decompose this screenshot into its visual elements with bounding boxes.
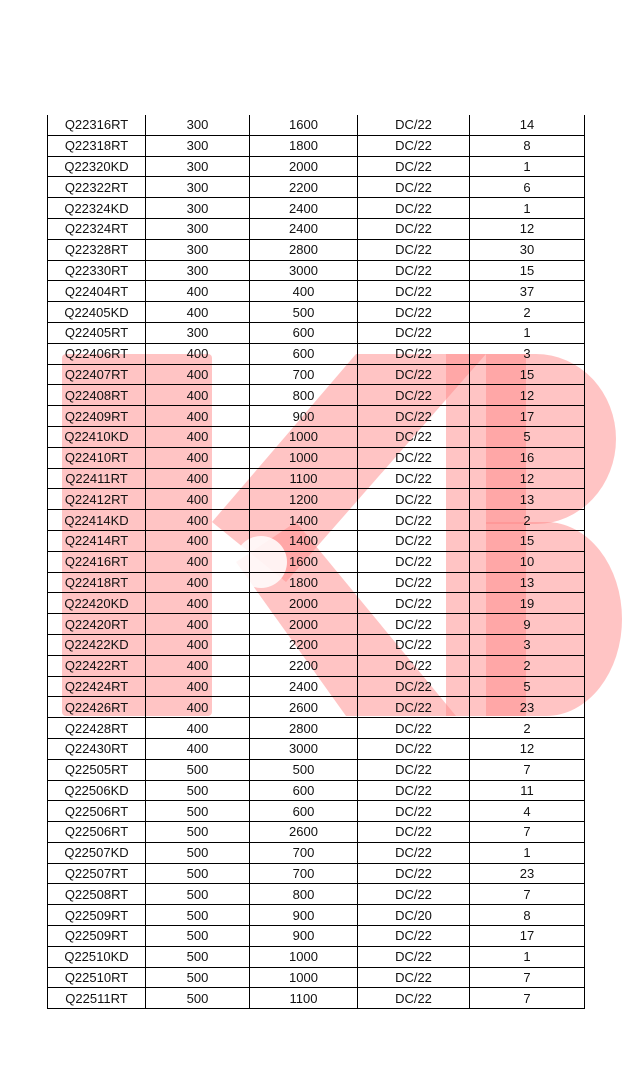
- value-cell: 800: [250, 385, 358, 406]
- quantity-cell: 10: [470, 551, 585, 572]
- part-number-cell: Q22505RT: [48, 759, 146, 780]
- date-code-cell: DC/22: [358, 634, 470, 655]
- quantity-cell: 12: [470, 468, 585, 489]
- voltage-cell: 400: [146, 738, 250, 759]
- value-cell: 500: [250, 759, 358, 780]
- value-cell: 1000: [250, 447, 358, 468]
- value-cell: 2400: [250, 218, 358, 239]
- quantity-cell: 7: [470, 822, 585, 843]
- voltage-cell: 400: [146, 634, 250, 655]
- value-cell: 2600: [250, 822, 358, 843]
- date-code-cell: DC/22: [358, 281, 470, 302]
- value-cell: 800: [250, 884, 358, 905]
- date-code-cell: DC/22: [358, 239, 470, 260]
- value-cell: 600: [250, 801, 358, 822]
- voltage-cell: 400: [146, 676, 250, 697]
- quantity-cell: 1: [470, 322, 585, 343]
- voltage-cell: 300: [146, 177, 250, 198]
- part-number-cell: Q22430RT: [48, 738, 146, 759]
- part-number-cell: Q22428RT: [48, 718, 146, 739]
- voltage-cell: 300: [146, 239, 250, 260]
- part-number-cell: Q22414KD: [48, 510, 146, 531]
- voltage-cell: 300: [146, 198, 250, 219]
- voltage-cell: 400: [146, 510, 250, 531]
- date-code-cell: DC/22: [358, 884, 470, 905]
- table-row: [48, 135, 585, 156]
- date-code-cell: DC/22: [358, 946, 470, 967]
- voltage-cell: 400: [146, 572, 250, 593]
- part-number-cell: Q22404RT: [48, 281, 146, 302]
- date-code-cell: DC/22: [358, 780, 470, 801]
- table-row: [48, 759, 585, 780]
- value-cell: 1100: [250, 988, 358, 1009]
- date-code-cell: DC/22: [358, 489, 470, 510]
- date-code-cell: DC/22: [358, 967, 470, 988]
- part-number-cell: Q22506RT: [48, 822, 146, 843]
- part-number-cell: Q22509RT: [48, 926, 146, 947]
- date-code-cell: DC/22: [358, 718, 470, 739]
- inventory-table: [47, 115, 585, 1009]
- table-row: [48, 842, 585, 863]
- table-row: [48, 177, 585, 198]
- voltage-cell: 400: [146, 426, 250, 447]
- value-cell: 600: [250, 780, 358, 801]
- part-number-cell: Q22422KD: [48, 634, 146, 655]
- quantity-cell: 2: [470, 302, 585, 323]
- table-row: [48, 364, 585, 385]
- part-number-cell: Q22507RT: [48, 863, 146, 884]
- voltage-cell: 300: [146, 115, 250, 135]
- quantity-cell: 37: [470, 281, 585, 302]
- quantity-cell: 16: [470, 447, 585, 468]
- quantity-cell: 1: [470, 198, 585, 219]
- quantity-cell: 8: [470, 905, 585, 926]
- voltage-cell: 500: [146, 822, 250, 843]
- table-row: [48, 634, 585, 655]
- voltage-cell: 300: [146, 322, 250, 343]
- voltage-cell: 500: [146, 905, 250, 926]
- part-number-cell: Q22409RT: [48, 406, 146, 427]
- value-cell: 1400: [250, 510, 358, 531]
- table-row: [48, 988, 585, 1009]
- voltage-cell: 500: [146, 884, 250, 905]
- part-number-cell: Q22405RT: [48, 322, 146, 343]
- table-row: [48, 343, 585, 364]
- table-row: [48, 322, 585, 343]
- table-row: [48, 218, 585, 239]
- date-code-cell: DC/22: [358, 801, 470, 822]
- quantity-cell: 15: [470, 364, 585, 385]
- value-cell: 2200: [250, 655, 358, 676]
- quantity-cell: 2: [470, 510, 585, 531]
- quantity-cell: 15: [470, 260, 585, 281]
- table-row: [48, 426, 585, 447]
- date-code-cell: DC/22: [358, 510, 470, 531]
- table-row: [48, 156, 585, 177]
- part-number-cell: Q22328RT: [48, 239, 146, 260]
- date-code-cell: DC/22: [358, 842, 470, 863]
- part-number-cell: Q22510KD: [48, 946, 146, 967]
- voltage-cell: 500: [146, 967, 250, 988]
- part-number-cell: Q22410RT: [48, 447, 146, 468]
- table-row: [48, 530, 585, 551]
- part-number-cell: Q22318RT: [48, 135, 146, 156]
- quantity-cell: 7: [470, 759, 585, 780]
- voltage-cell: 400: [146, 468, 250, 489]
- voltage-cell: 400: [146, 614, 250, 635]
- part-number-cell: Q22330RT: [48, 260, 146, 281]
- date-code-cell: DC/22: [358, 135, 470, 156]
- date-code-cell: DC/22: [358, 551, 470, 572]
- table-row: [48, 447, 585, 468]
- table-row: [48, 738, 585, 759]
- table-row: [48, 302, 585, 323]
- voltage-cell: 400: [146, 343, 250, 364]
- voltage-cell: 400: [146, 718, 250, 739]
- date-code-cell: DC/22: [358, 988, 470, 1009]
- value-cell: 1000: [250, 426, 358, 447]
- table-body: [48, 115, 585, 1009]
- part-number-cell: Q22411RT: [48, 468, 146, 489]
- voltage-cell: 400: [146, 281, 250, 302]
- table-row: [48, 780, 585, 801]
- voltage-cell: 400: [146, 551, 250, 572]
- voltage-cell: 500: [146, 801, 250, 822]
- table-row: [48, 967, 585, 988]
- part-number-cell: Q22511RT: [48, 988, 146, 1009]
- voltage-cell: 300: [146, 218, 250, 239]
- value-cell: 400: [250, 281, 358, 302]
- part-number-cell: Q22420KD: [48, 593, 146, 614]
- quantity-cell: 7: [470, 988, 585, 1009]
- table-row: [48, 593, 585, 614]
- quantity-cell: 12: [470, 738, 585, 759]
- part-number-cell: Q22507KD: [48, 842, 146, 863]
- voltage-cell: 500: [146, 863, 250, 884]
- value-cell: 700: [250, 364, 358, 385]
- date-code-cell: DC/22: [358, 115, 470, 135]
- value-cell: 500: [250, 302, 358, 323]
- value-cell: 2200: [250, 177, 358, 198]
- voltage-cell: 400: [146, 447, 250, 468]
- table-row: [48, 718, 585, 739]
- quantity-cell: 17: [470, 406, 585, 427]
- quantity-cell: 12: [470, 385, 585, 406]
- date-code-cell: DC/22: [358, 385, 470, 406]
- quantity-cell: 14: [470, 115, 585, 135]
- voltage-cell: 300: [146, 135, 250, 156]
- table-row: [48, 385, 585, 406]
- value-cell: 2400: [250, 676, 358, 697]
- date-code-cell: DC/22: [358, 156, 470, 177]
- quantity-cell: 5: [470, 426, 585, 447]
- table-row: [48, 572, 585, 593]
- date-code-cell: DC/22: [358, 822, 470, 843]
- date-code-cell: DC/20: [358, 905, 470, 926]
- quantity-cell: 1: [470, 946, 585, 967]
- quantity-cell: 2: [470, 718, 585, 739]
- date-code-cell: DC/22: [358, 759, 470, 780]
- quantity-cell: 30: [470, 239, 585, 260]
- value-cell: 2600: [250, 697, 358, 718]
- quantity-cell: 5: [470, 676, 585, 697]
- voltage-cell: 400: [146, 593, 250, 614]
- date-code-cell: DC/22: [358, 406, 470, 427]
- table-row: [48, 551, 585, 572]
- quantity-cell: 17: [470, 926, 585, 947]
- quantity-cell: 12: [470, 218, 585, 239]
- part-number-cell: Q22324KD: [48, 198, 146, 219]
- value-cell: 1000: [250, 967, 358, 988]
- part-number-cell: Q22324RT: [48, 218, 146, 239]
- value-cell: 2400: [250, 198, 358, 219]
- voltage-cell: 500: [146, 780, 250, 801]
- value-cell: 1600: [250, 551, 358, 572]
- date-code-cell: DC/22: [358, 198, 470, 219]
- part-number-cell: Q22416RT: [48, 551, 146, 572]
- part-number-cell: Q22422RT: [48, 655, 146, 676]
- value-cell: 900: [250, 406, 358, 427]
- table-row: [48, 676, 585, 697]
- value-cell: 2800: [250, 718, 358, 739]
- value-cell: 1800: [250, 135, 358, 156]
- date-code-cell: DC/22: [358, 738, 470, 759]
- quantity-cell: 11: [470, 780, 585, 801]
- quantity-cell: 9: [470, 614, 585, 635]
- quantity-cell: 4: [470, 801, 585, 822]
- quantity-cell: 7: [470, 967, 585, 988]
- part-number-cell: Q22407RT: [48, 364, 146, 385]
- part-number-cell: Q22410KD: [48, 426, 146, 447]
- table-row: [48, 406, 585, 427]
- value-cell: 2000: [250, 593, 358, 614]
- table-row: [48, 510, 585, 531]
- voltage-cell: 500: [146, 988, 250, 1009]
- quantity-cell: 23: [470, 863, 585, 884]
- date-code-cell: DC/22: [358, 572, 470, 593]
- part-number-cell: Q22510RT: [48, 967, 146, 988]
- date-code-cell: DC/22: [358, 322, 470, 343]
- voltage-cell: 400: [146, 530, 250, 551]
- part-number-cell: Q22320KD: [48, 156, 146, 177]
- part-number-cell: Q22506KD: [48, 780, 146, 801]
- value-cell: 1000: [250, 946, 358, 967]
- value-cell: 1400: [250, 530, 358, 551]
- date-code-cell: DC/22: [358, 364, 470, 385]
- part-number-cell: Q22405KD: [48, 302, 146, 323]
- part-number-cell: Q22426RT: [48, 697, 146, 718]
- quantity-cell: 3: [470, 343, 585, 364]
- value-cell: 1800: [250, 572, 358, 593]
- part-number-cell: Q22322RT: [48, 177, 146, 198]
- voltage-cell: 500: [146, 946, 250, 967]
- voltage-cell: 300: [146, 260, 250, 281]
- table-row: [48, 281, 585, 302]
- quantity-cell: 13: [470, 572, 585, 593]
- part-number-cell: Q22408RT: [48, 385, 146, 406]
- value-cell: 2800: [250, 239, 358, 260]
- part-number-cell: Q22418RT: [48, 572, 146, 593]
- value-cell: 600: [250, 343, 358, 364]
- part-number-cell: Q22412RT: [48, 489, 146, 510]
- voltage-cell: 400: [146, 364, 250, 385]
- part-number-cell: Q22414RT: [48, 530, 146, 551]
- date-code-cell: DC/22: [358, 447, 470, 468]
- value-cell: 900: [250, 905, 358, 926]
- table-row: [48, 905, 585, 926]
- table-row: [48, 614, 585, 635]
- table-row: [48, 260, 585, 281]
- date-code-cell: DC/22: [358, 218, 470, 239]
- date-code-cell: DC/22: [358, 260, 470, 281]
- voltage-cell: 500: [146, 842, 250, 863]
- table-row: [48, 239, 585, 260]
- table-row: [48, 884, 585, 905]
- table-row: [48, 468, 585, 489]
- table-row: [48, 697, 585, 718]
- table-row: [48, 801, 585, 822]
- value-cell: 1600: [250, 115, 358, 135]
- quantity-cell: 6: [470, 177, 585, 198]
- quantity-cell: 2: [470, 655, 585, 676]
- date-code-cell: DC/22: [358, 343, 470, 364]
- part-number-cell: Q22406RT: [48, 343, 146, 364]
- date-code-cell: DC/22: [358, 426, 470, 447]
- voltage-cell: 400: [146, 697, 250, 718]
- table-row: [48, 946, 585, 967]
- quantity-cell: 19: [470, 593, 585, 614]
- quantity-cell: 1: [470, 842, 585, 863]
- part-number-cell: Q22506RT: [48, 801, 146, 822]
- part-number-cell: Q22420RT: [48, 614, 146, 635]
- table-row: [48, 655, 585, 676]
- date-code-cell: DC/22: [358, 697, 470, 718]
- quantity-cell: 8: [470, 135, 585, 156]
- voltage-cell: 500: [146, 759, 250, 780]
- table-row: [48, 822, 585, 843]
- date-code-cell: DC/22: [358, 593, 470, 614]
- part-number-cell: Q22508RT: [48, 884, 146, 905]
- value-cell: 700: [250, 863, 358, 884]
- quantity-cell: 7: [470, 884, 585, 905]
- table-row: [48, 489, 585, 510]
- voltage-cell: 400: [146, 385, 250, 406]
- quantity-cell: 1: [470, 156, 585, 177]
- value-cell: 2000: [250, 156, 358, 177]
- part-number-cell: Q22509RT: [48, 905, 146, 926]
- quantity-cell: 3: [470, 634, 585, 655]
- value-cell: 600: [250, 322, 358, 343]
- voltage-cell: 400: [146, 406, 250, 427]
- value-cell: 3000: [250, 738, 358, 759]
- date-code-cell: DC/22: [358, 926, 470, 947]
- date-code-cell: DC/22: [358, 614, 470, 635]
- value-cell: 900: [250, 926, 358, 947]
- value-cell: 3000: [250, 260, 358, 281]
- value-cell: 2000: [250, 614, 358, 635]
- date-code-cell: DC/22: [358, 530, 470, 551]
- date-code-cell: DC/22: [358, 468, 470, 489]
- date-code-cell: DC/22: [358, 655, 470, 676]
- part-number-cell: Q22316RT: [48, 115, 146, 135]
- date-code-cell: DC/22: [358, 676, 470, 697]
- date-code-cell: DC/22: [358, 177, 470, 198]
- value-cell: 1200: [250, 489, 358, 510]
- quantity-cell: 23: [470, 697, 585, 718]
- value-cell: 2200: [250, 634, 358, 655]
- date-code-cell: DC/22: [358, 302, 470, 323]
- voltage-cell: 400: [146, 489, 250, 510]
- value-cell: 1100: [250, 468, 358, 489]
- quantity-cell: 13: [470, 489, 585, 510]
- table-row: [48, 115, 585, 135]
- value-cell: 700: [250, 842, 358, 863]
- table-row: [48, 198, 585, 219]
- voltage-cell: 300: [146, 156, 250, 177]
- table-row: [48, 863, 585, 884]
- table-row: [48, 926, 585, 947]
- date-code-cell: DC/22: [358, 863, 470, 884]
- voltage-cell: 500: [146, 926, 250, 947]
- quantity-cell: 15: [470, 530, 585, 551]
- voltage-cell: 400: [146, 655, 250, 676]
- voltage-cell: 400: [146, 302, 250, 323]
- part-number-cell: Q22424RT: [48, 676, 146, 697]
